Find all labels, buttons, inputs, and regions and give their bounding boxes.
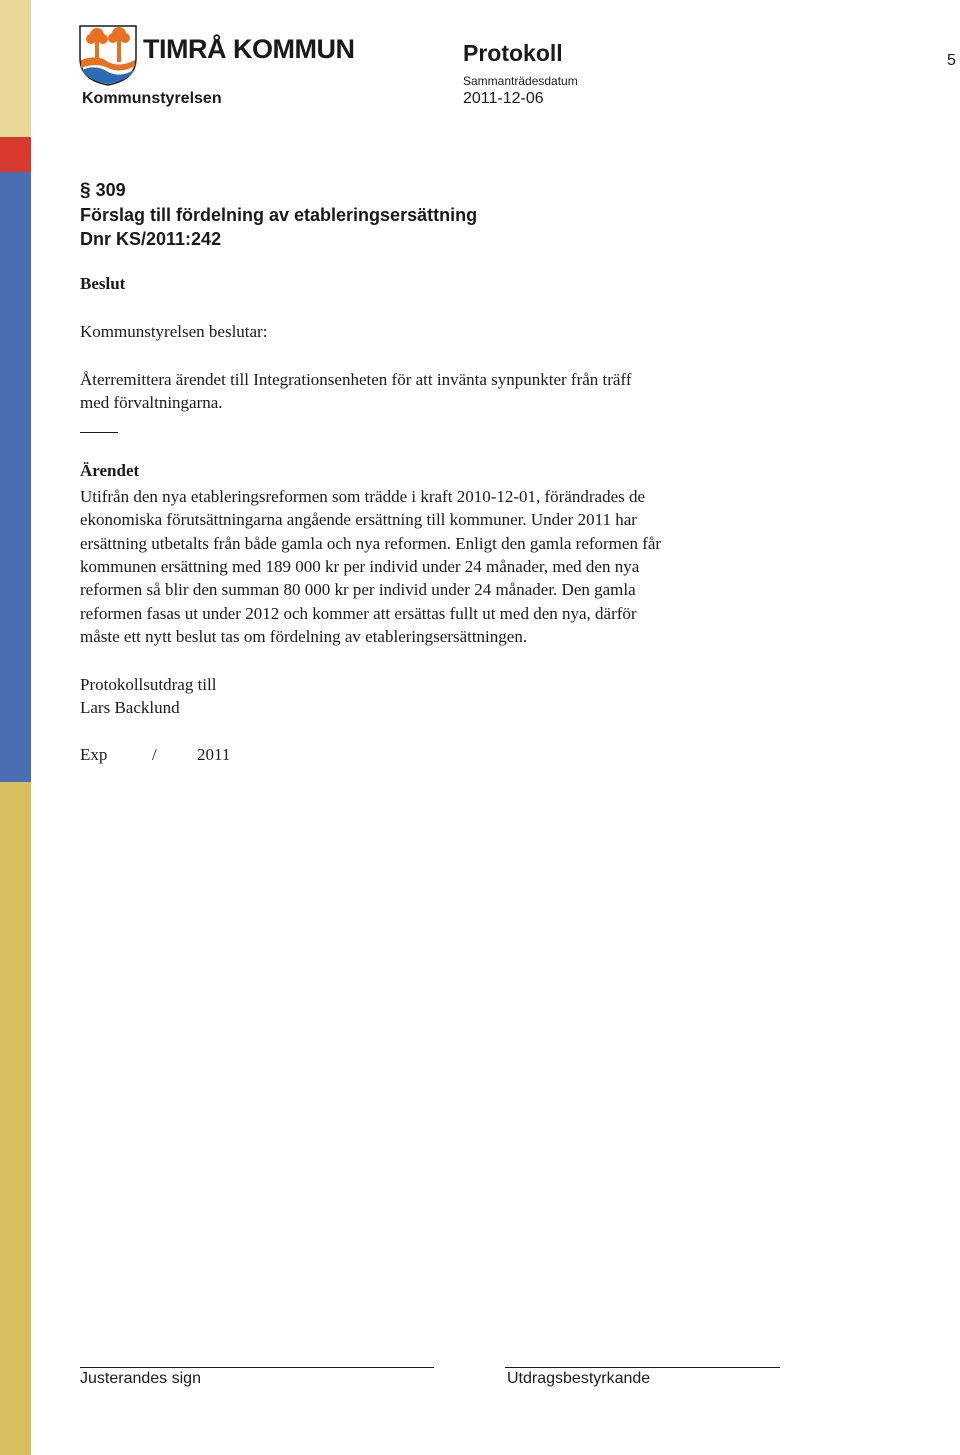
matter-text-line: reformen så blir den summan 80 000 kr per individ under 24 månader. Den gamla [80, 580, 636, 599]
dispatch-year: 2011 [197, 745, 231, 764]
side-band-yellow [0, 782, 31, 1455]
adjuster-signature-label: Justerandes sign [80, 1370, 201, 1387]
extract-certification-label: Utdragsbestyrkande [507, 1370, 651, 1387]
dispatch-label: Exp [80, 745, 108, 764]
dispatch-line [80, 743, 280, 766]
municipal-crest-icon [78, 24, 138, 86]
signature-line-left [80, 1367, 434, 1368]
matter-text-line: ekonomiska förutsättningarna angående ersättning till kommuner. Under 2011 har [80, 510, 637, 529]
item-dnr: Dnr KS/2011:242 [80, 229, 222, 249]
matter-heading: Ärendet [80, 461, 140, 480]
matter-text-line: ersättning utbetalts från både gamla och nya reformen. Enligt den gamla reformen får [80, 534, 662, 553]
signature-line-right [505, 1367, 780, 1368]
meeting-date: 2011-12-06 [463, 90, 544, 107]
item-number-line [80, 178, 477, 203]
item-number: 309 [95, 180, 126, 200]
distribution-recipient: Lars Backlund [80, 698, 180, 717]
page-number: 5 [947, 52, 956, 69]
side-band-top [0, 0, 31, 137]
decision-text-line: med förvaltningarna. [80, 393, 223, 412]
decision-text-line: Återremittera ärendet till Integrationsenheten för att invänta synpunkter från träff [80, 370, 632, 389]
matter-text-line: Utifrån den nya etableringsreformen som trädde i kraft 2010-12-01, förändrades de [80, 487, 646, 506]
decision-intro: Kommunstyrelsen beslutar: [80, 322, 268, 341]
matter-text-line: måste ett nytt beslut tas om fördelning av etableringsersättningen. [80, 627, 528, 646]
meeting-date-label: Sammanträdesdatum [463, 74, 578, 88]
item-heading [80, 178, 477, 251]
committee-name: Kommunstyrelsen [82, 90, 222, 107]
municipality-logo-text: TIMRÅ KOMMUN [143, 34, 355, 64]
decision-heading: Beslut [80, 274, 126, 293]
matter-text-line: kommunen ersättning med 189 000 kr per individ under 24 månader, med den nya [80, 557, 640, 576]
distribution-heading: Protokollsutdrag till [80, 675, 217, 694]
side-band-blue [0, 172, 31, 782]
section-sign: § [80, 180, 91, 201]
dispatch-separator: / [152, 745, 157, 764]
side-band-red [0, 137, 31, 172]
matter-text-line: reformen fasas ut under 2012 och kommer att ersättas fullt ut med den nya, därför [80, 604, 637, 623]
item-title: Förslag till fördelning av etableringsersättning [80, 205, 478, 225]
document-title: Protokoll [463, 40, 563, 66]
section-divider [80, 432, 118, 433]
